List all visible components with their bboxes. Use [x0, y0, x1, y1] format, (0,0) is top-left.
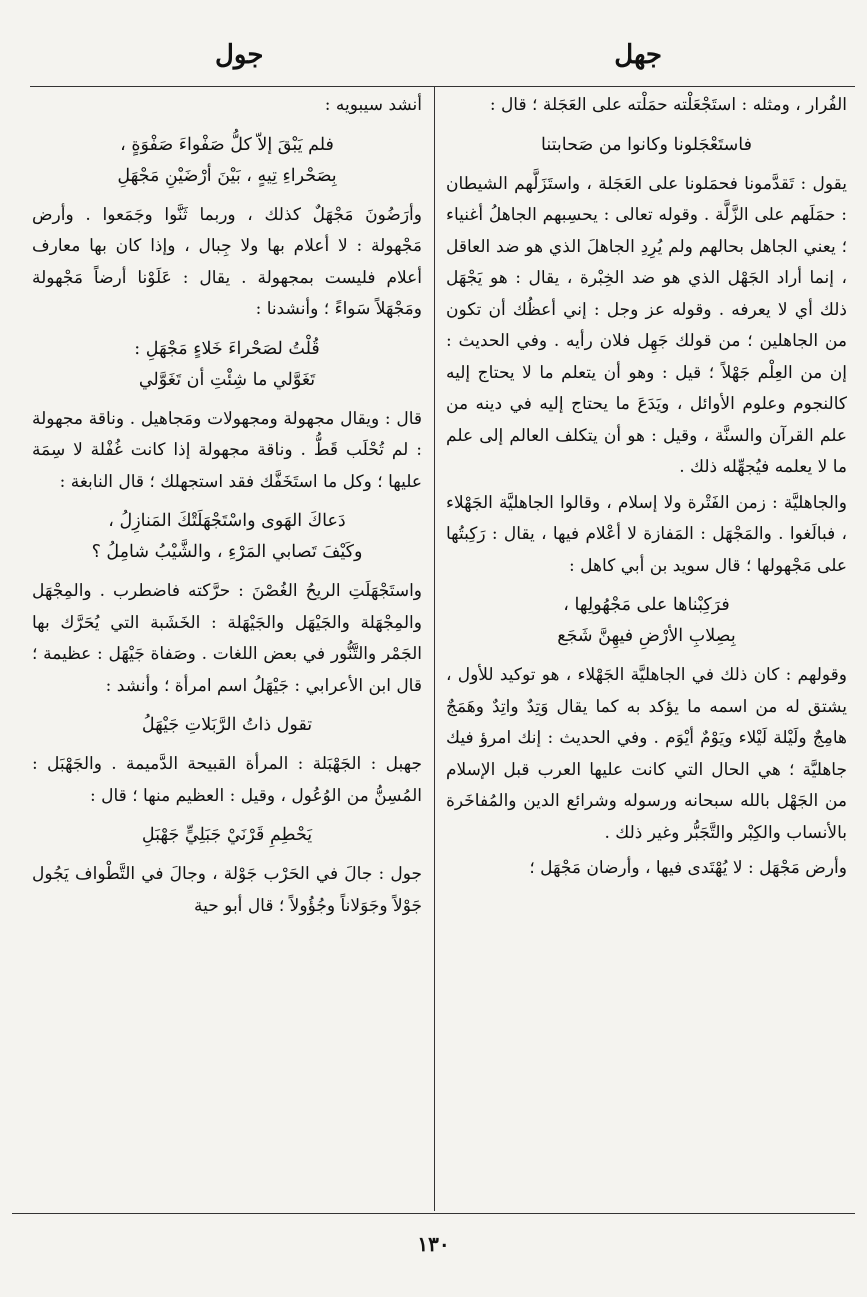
verse-line: تقول ذاتُ الرَّبَلاتِ جَيْهَلُ [141, 715, 313, 735]
verse-line: تَغَوَّلي ما شِئْتِ أن تَغَوَّلي [138, 369, 316, 390]
paragraph: أنشد سيبويه : [324, 95, 422, 115]
right-column [446, 90, 847, 1208]
verse [32, 710, 422, 741]
column-divider [434, 86, 435, 1211]
paragraph: قال : ويقال مجهولة ومجهولات ومَجاهيل . وناقة مجهولة : لم تُحْلَب قَطُّ . وناقة مجهولة إذا كانت غُفْلة لا سِمَة عليها ؛ وكل ما استَخَفَّك فقد استجهلك ؛ قال النابغة : [32, 408, 422, 492]
paragraph: وأرَضُونَ مَجْهَلٌ كذلك ، وربما ثَنَّوا وجَمَعوا . وأرض مَجْهولة : لا أعلام بها ولا جِبال ، وإذا كان بها معارف أعلام فليست بمجهولة . يقال : عَلَوْنا أرضاً مَجْهولة ومَجْهَلاً سَواءً ؛ وأنشدنا : [32, 204, 422, 319]
verse [32, 820, 422, 851]
verse [446, 130, 847, 161]
verse [32, 130, 422, 192]
paragraph: وأرض مَجْهَل : لا يُهْتَدى فيها ، وأرضان مَجْهَل ؛ [529, 858, 847, 878]
verse [32, 334, 422, 396]
verse-line: فلم يَبْقَ إلاّ كلُّ صَفْواءَ صَفْوَةٍ ، [120, 134, 334, 155]
paragraph: واستَجْهَلَتِ الريحُ الغُصْنَ : حرَّكته فاضطرب . والمِجْهَل والمِجْهَلة والجَيْهَل والجَيْهَلة : الخَشَبة التي يُحَرَّك بها الجَمْر والتَّنُّور في بعض اللغات . وصَفاة جَيْهَل : عظيمة ؛ قال ابن الأعرابي : جَيْهَلُ اسم امرأة ؛ وأنشد : [32, 581, 422, 696]
paragraph: وقولهم : كان ذلك في الجاهليَّة الجَهْلاء ، هو توكيد للأول ، يشتق له من اسمه ما يؤكد به كما يقال وَتِدٌ واتِدٌ وهَمَجٌ هامِجٌ ولَيْلة لَيْلاء ويَوْمٌ أيْوَم . وفي الحديث : إنك امرؤ فيك جاهليَّة ؛ هي الحال التي كانت عليها العرب قبل الإسلام من الجَهْل بالله سبحانه ورسوله وشرائع الدين والمُفاخَرة بالأنساب والكِبْر والتَّجَبُّر وغير ذلك . [446, 665, 847, 843]
left-column [32, 90, 422, 1208]
verse [446, 590, 847, 652]
header-word-left: جول [215, 40, 264, 70]
page-number: ١٣٠ [417, 1232, 450, 1256]
verse-line: يَحْطِمِ قَرْنَيْ جَبَلِيٍّ جَهْبَلِ [141, 825, 313, 845]
verse-line: دَعاكَ الهَوى واسْتَجْهَلَتْكَ المَنازِلُ ، [108, 511, 346, 531]
verse-line: وكَيْفَ تَصابي المَرْءِ ، والشَّيْبُ شامِلُ ؟ [91, 542, 363, 562]
verse-line: بِصَحْراءِ تِيهٍ ، بَيْنَ أرْضَيْنِ مَجْهَلِ [117, 165, 337, 186]
paragraph: والجاهليَّة : زمن الفَتْرة ولا إسلام ، وقالوا الجاهليَّة الجَهْلاء ، فبالَغوا . والمَجْهَل : المَفازة لا أعْلام فيها ، يقال : رَكِبتُها على مَجْهولها ؛ قال سويد بن أبي كاهل : [446, 492, 847, 576]
paragraph: جهبل : الجَهْبَلة : المرأة القبيحة الدَّميمة . والجَهْبَل : المُسِنُّ من الوُعُول ، وقيل : العظيم منها ؛ قال : [32, 754, 422, 806]
paragraph: يقول : تَقدَّمونا فحمَلونا على العَجَلة ، واستَزَلَّهم الشيطان : حمَلَهم على الزَّلَّة . وقوله تعالى : يحسِبهم الجاهلُ أغنياء ؛ يعني الجاهل بحالهم ولم يُرِدِ الجاهلَ الذي هو ضد العاقل ، إنما أراد الجَهْل الذي هو ضد الخِبْرة ، يقال : هو يَجْهَل ذلك أي لا يعرفه . وقوله عز وجل : إني أعظُك أن تكون من الجاهلين ؛ من قولك جَهِل فلان رأيه . وفي الحديث : إن من العِلْم جَهْلاً ؛ قيل : وهو أن يتعلم ما لا يحتاج إليه كالنجوم وعلوم الأوائل ، ويَدَعَ ما يحتاج إليه في دينه من علم القرآن والسنَّة ، وقيل : هو أن يتكلف العالم إلى علم ما لا يعلمه فيُجهِّله ذلك . [446, 173, 847, 477]
header-word-right: جهل [614, 40, 662, 70]
header-rule [30, 86, 855, 87]
footer-rule [12, 1213, 855, 1214]
verse-line: قُلْتُ لصَحْراءَ خَلاءٍ مَجْهَلِ : [134, 338, 320, 359]
verse-line: فرَكِبْناها على مَجْهُولِها ، [563, 595, 730, 615]
verse-line: بِصِلابِ الأرْضِ فيهِنَّ شَجَع [557, 626, 736, 646]
verse [32, 506, 422, 568]
paragraph: الفُرار ، ومثله : استَجْعَلْته حمَلْته على العَجَلة ؛ قال : [489, 95, 847, 115]
paragraph: جول : جالَ في الحَرْب جَوْلة ، وجالَ في التَّطْواف يَجُول جَوْلاً وجَوَلاناً وجُؤُولاً ؛ قال أبو حية [32, 864, 422, 916]
verse-line: فاستَعْجَلونا وكانوا من صَحابتنا [541, 134, 752, 155]
